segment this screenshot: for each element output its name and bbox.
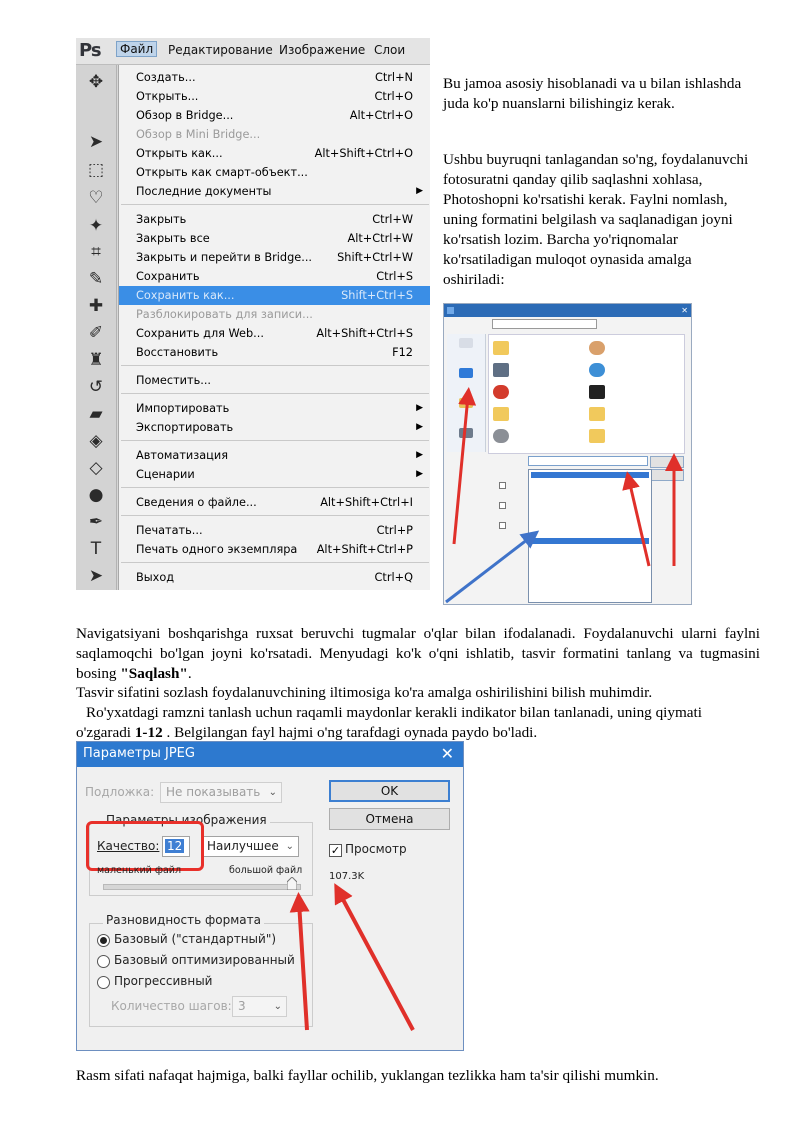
chevron-down-icon: ⌄ [273, 1001, 282, 1012]
matte-label: Подложка: [85, 785, 155, 799]
jpeg-options-dialog [76, 741, 464, 1051]
photoshop-file-menu-screenshot [76, 38, 430, 590]
menu-item[interactable]: Обзор в Bridge... Alt+Ctrl+O [136, 109, 413, 122]
scans-label: Количество шагов: [111, 999, 232, 1013]
submenu-arrow-icon: ▶ [416, 469, 423, 479]
large-file-label: большой файл [229, 865, 303, 876]
menubar [76, 38, 430, 65]
file-item[interactable] [589, 427, 679, 445]
file-item[interactable] [589, 383, 679, 401]
paragraph-intro: Bu jamoa asosiy hisoblanadi va u bilan ishlashda juda ko'p nuanslarni bilishingiz kerak. [443, 75, 742, 112]
menu-item[interactable]: Выход Ctrl+Q [136, 571, 413, 584]
file-item[interactable] [493, 339, 583, 357]
radio-progressive-label: Прогрессивный [114, 974, 213, 988]
format-option[interactable] [531, 472, 649, 478]
paragraph-closing: Rasm sifati nafaqat hajmiga, balki fayllar ochilib, yuklangan tezlikka ham ta'sir qilishi mumkin. [76, 1067, 659, 1084]
menu-item[interactable]: Экспортировать ▶ [119, 418, 430, 437]
crop-icon[interactable]: ⌗ [91, 242, 101, 262]
menu-item[interactable]: Печать одного экземпляра Alt+Shift+Ctrl+P [136, 543, 413, 556]
slider-thumb-icon[interactable] [287, 877, 297, 890]
scans-select: 3 ⌄ [232, 996, 287, 1017]
file-item[interactable] [589, 339, 679, 357]
format-option[interactable] [531, 556, 649, 562]
menu-item[interactable]: Сценарии ▶ [119, 465, 430, 484]
menu-item-save-as[interactable]: Сохранить как... Shift+Ctrl+S [119, 286, 430, 305]
menu-layers[interactable]: Слои [374, 43, 406, 57]
stamp-icon[interactable]: ♜ [88, 350, 104, 370]
menu-item[interactable]: Поместить... [136, 374, 212, 387]
file-item[interactable] [589, 405, 679, 423]
menu-item[interactable]: Импортировать ▶ [119, 399, 430, 418]
tools-panel [76, 65, 117, 590]
menu-edit[interactable]: Редактирование [168, 43, 273, 57]
separator [121, 487, 429, 488]
place-desktop[interactable] [450, 368, 482, 380]
marquee-icon[interactable]: ⬚ [87, 160, 105, 180]
file-item[interactable] [493, 405, 583, 423]
separator [121, 365, 429, 366]
format-option[interactable] [531, 520, 649, 526]
path-selection-icon[interactable]: ➤ [88, 566, 104, 586]
submenu-arrow-icon: ▶ [416, 422, 423, 432]
checkbox[interactable] [499, 482, 506, 489]
separator [121, 515, 429, 516]
photoshop-logo: Ps [79, 40, 101, 61]
format-options-label: Разновидность формата [103, 913, 264, 927]
format-option[interactable] [531, 564, 649, 570]
radio-optimized-label: Базовый оптимизированный [114, 953, 295, 967]
dodge-icon[interactable]: ● [88, 485, 104, 505]
app-icon [447, 307, 454, 314]
format-option-jpeg[interactable] [531, 538, 649, 544]
filename-input[interactable] [528, 456, 648, 466]
menu-item[interactable]: Сохранить Ctrl+S [136, 270, 413, 283]
separator [121, 440, 429, 441]
format-option[interactable] [531, 548, 649, 554]
chevron-down-icon: ⌄ [285, 841, 294, 852]
file-item[interactable] [493, 361, 583, 379]
menu-item[interactable]: Сохранить для Web... Alt+Shift+Ctrl+S [136, 327, 413, 340]
format-option[interactable] [531, 504, 649, 510]
history-brush-icon[interactable]: ↺ [88, 377, 104, 397]
file-item[interactable] [493, 383, 583, 401]
eyedropper-icon[interactable]: ✎ [88, 269, 104, 289]
paragraph-navigation: Navigatsiyani boshqarishga ruxsat beruvchi tugmalar o'qlar bilan ifodalanadi. Foydalanuvchi ularni faylni saqlamoqchi bo'lgan joyni ko'rsatadi. Menyudagi ko'k o'qni ishlatib, tasvir formatini tanlang va tugmasini bosing "Saqlash". [76, 625, 760, 682]
ok-button[interactable]: OK [329, 780, 450, 802]
format-dropdown-list[interactable] [528, 469, 652, 603]
move-tool-icon[interactable]: ✥ [88, 72, 104, 92]
format-option[interactable] [531, 480, 649, 486]
blur-icon[interactable]: ◇ [89, 458, 103, 478]
file-menu-dropdown [118, 65, 430, 590]
format-option[interactable] [531, 580, 649, 586]
dialog-titlebar [77, 742, 463, 767]
place-recent[interactable] [450, 338, 482, 350]
quality-input[interactable]: 12 [162, 836, 190, 857]
checkbox[interactable] [499, 522, 506, 529]
menu-item[interactable]: Закрыть Ctrl+W [136, 213, 413, 226]
submenu-arrow-icon: ▶ [416, 450, 423, 460]
file-size-readout: 107.3K [329, 871, 365, 882]
preview-label: Просмотр [345, 842, 407, 856]
menu-item[interactable]: Сведения о файле... Alt+Shift+Ctrl+I [136, 496, 413, 509]
format-option[interactable] [531, 496, 649, 502]
paragraph-quality-values: Ro'yxatdagi ramzni tanlash uchun raqamli maydonlar kerakli indikator bilan tanlanadi, uning qiymati o'zgaradi 1-12 . Belgilangan fayl hajmi o'ng tarafdagi oynada paydo bo'ladi. [76, 704, 702, 741]
file-item[interactable] [493, 427, 583, 445]
menu-item[interactable]: Закрыть и перейти в Bridge... Shift+Ctrl+W [136, 251, 413, 264]
quality-highlight-box [86, 821, 204, 871]
menu-item[interactable]: Закрыть все Alt+Ctrl+W [136, 232, 413, 245]
place-libraries[interactable] [450, 398, 482, 410]
dialog-titlebar [444, 304, 691, 317]
close-icon[interactable]: ✕ [681, 306, 688, 315]
radio-baseline-label: Базовый ("стандартный") [114, 932, 277, 946]
format-option[interactable] [531, 488, 649, 494]
radio-progressive[interactable] [97, 976, 110, 989]
paragraph-save-as: Ushbu buyruqni tanlagandan so'ng, foydalanuvchi fotosuratni qanday qilib saqlashni xohlasa, Photoshopni ko'rsatishi kerak. Faylni nomlash, uning formatini belgilash va saqlanadigan joyni ko'rsatish lozim. Barcha yo'riqnomalar ko'rsatiladigan muloqot oynasida amalga oshiriladi: [443, 151, 749, 288]
format-option[interactable] [531, 572, 649, 578]
place-computer[interactable] [450, 428, 482, 440]
menu-item[interactable]: Открыть как смарт-объект... [136, 166, 308, 179]
paragraph-quality: Tasvir sifatini sozlash foydalanuvchining iltimosiga ko'ra amalga oshirilishini bilish muhimdir. [76, 684, 653, 701]
eraser-icon[interactable]: ▰ [89, 404, 103, 424]
submenu-arrow-icon: ▶ [416, 186, 423, 196]
brush-icon[interactable]: ✐ [88, 323, 104, 343]
menu-item: Обзор в Mini Bridge... [136, 128, 261, 141]
move-tool-icon-2[interactable]: ➤ [88, 132, 104, 152]
cancel-button[interactable] [650, 469, 684, 481]
format-option[interactable] [531, 512, 649, 518]
format-option[interactable] [531, 588, 649, 594]
type-icon[interactable]: T [90, 539, 102, 559]
places-bar [447, 334, 486, 452]
image-options-label: Параметры изображения [103, 813, 270, 827]
file-list [488, 334, 685, 454]
menu-file[interactable]: Файл [116, 41, 157, 57]
separator [121, 393, 429, 394]
menu-image[interactable]: Изображение [279, 43, 366, 57]
folder-selector[interactable] [492, 319, 597, 329]
checkbox[interactable] [499, 502, 506, 509]
save-as-dialog-screenshot [443, 303, 692, 605]
quality-preset-select[interactable]: Наилучшее ⌄ [201, 836, 299, 857]
menu-item: Разблокировать для записи... [136, 308, 313, 321]
cancel-button[interactable]: Отмена [329, 808, 450, 830]
matte-select: Не показывать ⌄ [160, 782, 282, 803]
bucket-icon[interactable]: ◈ [89, 431, 103, 451]
dialog-title: Параметры JPEG [83, 746, 195, 761]
radio-optimized[interactable] [97, 955, 110, 968]
menu-item[interactable]: Создать... Ctrl+N [136, 71, 413, 84]
format-option[interactable] [531, 528, 649, 534]
magic-wand-icon[interactable]: ✦ [88, 216, 104, 236]
submenu-arrow-icon: ▶ [416, 403, 423, 413]
chevron-down-icon: ⌄ [268, 787, 277, 798]
healing-brush-icon[interactable]: ✚ [88, 296, 104, 316]
radio-baseline[interactable] [97, 934, 110, 947]
menu-item[interactable]: Открыть как... Alt+Shift+Ctrl+O [136, 147, 413, 160]
lasso-icon[interactable]: ♡ [88, 188, 104, 208]
menu-item[interactable]: Последние документы ▶ [119, 182, 430, 201]
menu-item[interactable]: Открыть... Ctrl+O [136, 90, 413, 103]
quality-label: Качество: [97, 839, 160, 853]
file-item[interactable] [589, 361, 679, 379]
separator [121, 204, 429, 205]
preview-checkbox[interactable]: ✓ [330, 844, 341, 857]
separator [121, 562, 429, 563]
save-button[interactable] [650, 456, 684, 468]
small-file-label: маленький файл [97, 865, 182, 876]
menu-item[interactable]: Автоматизация ▶ [119, 446, 430, 465]
menu-item[interactable]: Печатать... Ctrl+P [136, 524, 413, 537]
quality-slider[interactable] [103, 884, 301, 890]
close-icon[interactable]: ✕ [440, 744, 454, 763]
pen-icon[interactable]: ✒ [88, 512, 104, 532]
menu-item[interactable]: Восстановить F12 [136, 346, 413, 359]
